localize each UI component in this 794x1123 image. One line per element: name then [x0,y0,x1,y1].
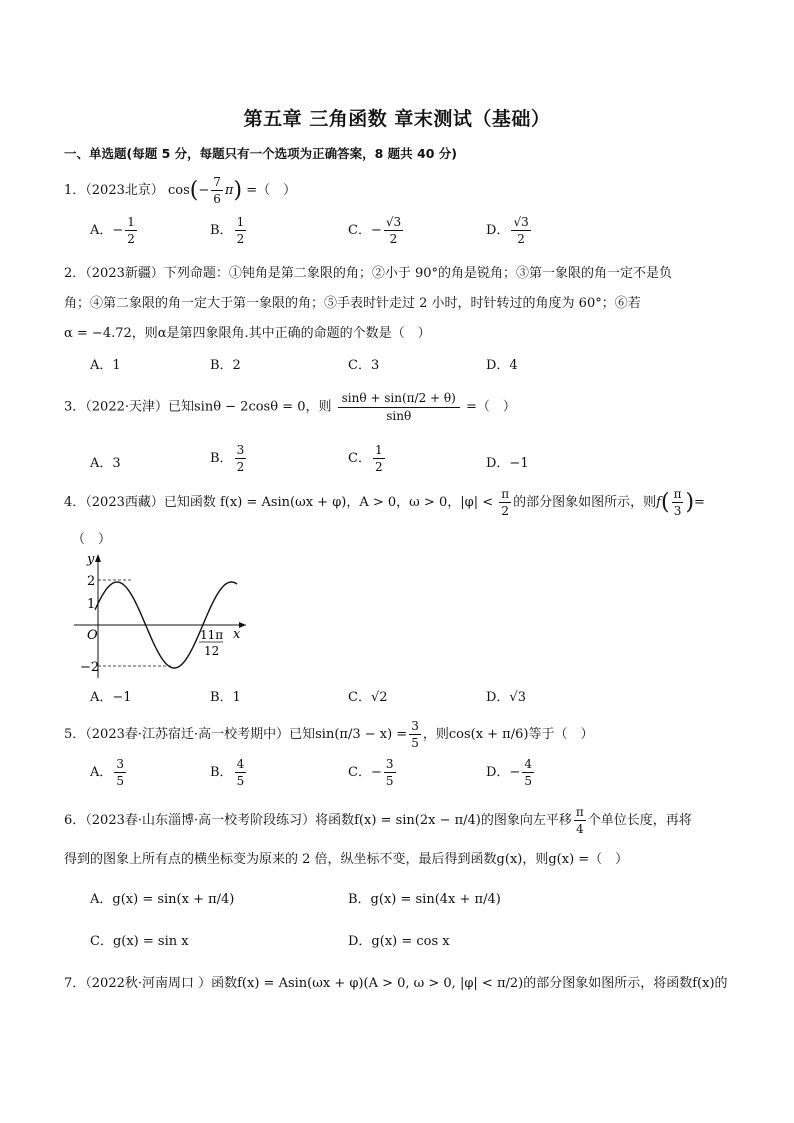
q1-option-b[interactable]: B． $\frac{1}{2}$ [210,215,245,246]
question-2-line-2: 角；④第二象限的角一定大于第一象限的角；⑤手表时针走过 2 小时，时针转过的角度为 60°；⑥若 [64,296,641,311]
q2-option-a[interactable]: A．1 [90,358,121,373]
pi-symbol: π [224,183,234,198]
question-4-paren: （ ） [72,532,112,547]
q6-option-d[interactable]: D．g(x) = cos x [348,934,450,949]
question-5-prefix: 5．（2023春·江苏宿迁·高一校考期中）已知 [64,727,316,742]
question-3-tail: =（ ） [465,399,516,415]
page-title: 第五章 三角函数 章末测试（基础） [243,108,551,130]
question-4-mid: 的部分图象如图所示，则 [513,495,657,510]
q6-option-a[interactable]: A．g(x) = sin(x + π/4) [90,892,235,907]
equals-sign: = [694,495,705,510]
cos-label: cos [168,183,190,198]
q6-option-c[interactable]: C．g(x) = sin x [90,934,189,949]
question-7-tail: 的部分图象如图所示，将函数f(x)的 [523,976,728,991]
x-axis-label: x [233,627,241,642]
q1-option-d[interactable]: D． $\frac{√3}{2}$ [486,215,529,246]
q5-option-a[interactable]: A． $\frac{3}{5}$ [90,757,125,788]
y-tick-2: 2 [87,574,96,589]
question-5-mid: ，则 [422,727,449,742]
question-1-prefix: 1．（2023北京） [64,183,164,198]
question-6-line-1: 6．（2023春·山东淄博·高一校考阶段练习）将函数f(x) = sin(2x − π/4)的图象向左平移 $\frac{\pi}{4}$ 个单位长度，再将 [64,805,692,836]
q4-option-c[interactable]: C．√2 [348,690,388,705]
q2-option-b[interactable]: B．2 [210,358,241,373]
q4-option-b[interactable]: B．1 [210,690,241,705]
question-2-line-1: 2．（2023新疆）下列命题：①钝角是第二象限的角；②小于 90°的角是锐角；③第一象限的角一定不是负 [64,266,673,281]
q3-option-c[interactable]: C． $\frac{1}{2}$ [348,443,383,474]
question-6-function: f(x) = sin(2x − π/4) [354,813,481,828]
q5-option-d[interactable]: D．− $\frac{4}{5}$ [486,757,532,788]
question-4: 4．（2023西藏）已知函数 f(x) = Asin(ωx + φ)，A > 0，ω > 0，|φ| < $\frac{\pi}{2}$ 的部分图象如图所示，则f( $\frac{\pi}{3}$ )= [64,487,705,518]
question-1: 1．（2023北京） cos(− $\frac{7}{6}$ π) =（ ） [64,175,297,206]
question-5-cos: cos(x + π/6) [448,727,529,742]
y-tick-1: 1 [87,597,96,612]
q4-option-d[interactable]: D．√3 [486,690,526,705]
q3-option-d[interactable]: D．−1 [486,456,529,471]
question-1-tail: =（ ） [246,183,297,198]
q5-option-c[interactable]: C．− $\frac{3}{5}$ [348,757,394,788]
x-tick-denominator: 12 [204,644,220,658]
q5-option-b[interactable]: B． $\frac{4}{5}$ [210,757,245,788]
q6-option-b[interactable]: B．g(x) = sin(4x + π/4) [348,892,501,907]
question-4-function: f(x) = Asin(ωx + φ)，A > 0，ω > 0，|φ| < [220,495,494,510]
sine-graph [70,546,260,684]
q4-option-a[interactable]: A．−1 [90,690,132,705]
question-6-mid: 的图象向左平移 [480,813,572,828]
x-tick-numerator: 11π [200,628,224,642]
question-7-prefix: 7．（2022秋·河南周口 ）函数 [64,976,238,991]
g-function: g(x) [496,852,523,867]
origin-label: O [87,628,98,643]
y-tick-minus-2: −2 [80,660,100,675]
question-6-prefix: 6．（2023春·山东淄博·高一校考阶段练习）将函数 [64,813,355,828]
q1-option-a[interactable]: A．− $\frac{1}{2}$ [90,215,135,246]
f-symbol: f [656,495,661,510]
question-3-fraction: $\frac{\sin\theta + \sin(\pi/2 + \theta)}{\sin\theta}$ [338,392,460,422]
q2-option-c[interactable]: C．3 [348,358,380,373]
question-6-tail: ，则g(x) =（ ） [522,852,629,867]
question-6-end: 个单位长度，再将 [587,813,692,828]
y-axis-arrow [95,554,101,562]
section-heading: 一、单选题(每题 5 分，每题只有一个选项为正确答案，8 题共 40 分) [64,146,457,161]
question-2-line-3: α = −4.72，则α是第四象限角.其中正确的命题的个数是（ ） [64,326,431,341]
question-3-prefix: 3．（2022·天津）已知sinθ − 2cosθ = 0，则 [64,399,332,415]
question-5-tail: 等于（ ） [528,727,594,742]
y-axis-label: y [87,552,95,567]
q3-option-b[interactable]: B． $\frac{3}{2}$ [210,443,245,474]
question-3 [64,392,516,422]
question-5: 5．（2023春·江苏宿迁·高一校考期中）已知sin(π/3 − x) = $\frac{3}{5}$ ，则cos(x + π/6)等于（ ） [64,719,594,750]
q3-option-a[interactable]: A．3 [90,456,121,471]
question-6-line-2 [64,848,628,867]
question-5-sin: sin(π/3 − x) = [315,727,408,742]
q2-option-d[interactable]: D．4 [486,358,518,373]
question-7 [64,972,728,991]
question-4-prefix: 4．（2023西藏）已知函数 [64,495,216,510]
q1-option-c[interactable]: C．− $\frac{√3}{2}$ [348,215,402,246]
fraction: $\frac{7}{6}$ [213,175,221,206]
question-7-function: f(x) = Asin(ωx + φ)(A > 0, ω > 0, |φ| < π/2) [237,976,524,991]
question-6-line-2-text: 得到的图象上所有点的横坐标变为原来的 2 倍，纵坐标不变，最后得到函数 [64,852,497,867]
